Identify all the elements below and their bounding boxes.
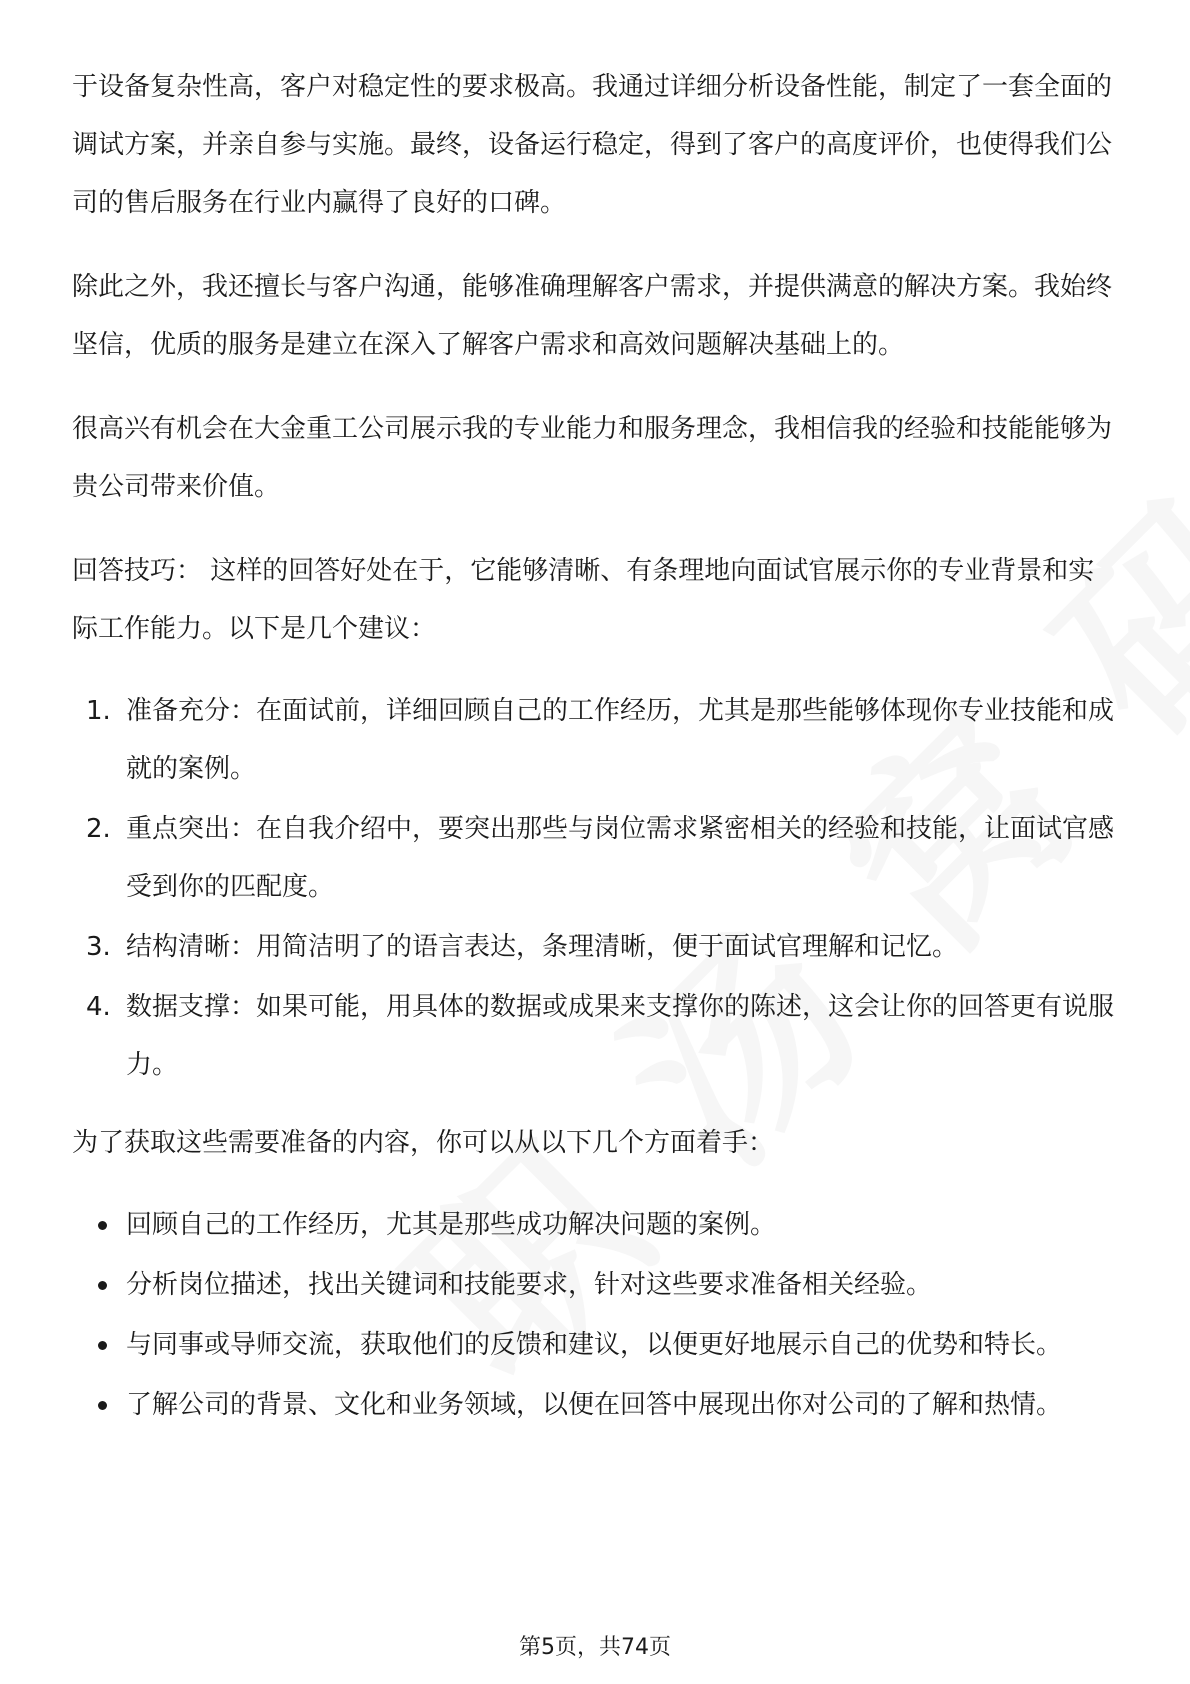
list-number: 1. xyxy=(86,696,111,726)
document-body xyxy=(72,58,1118,1436)
list-item-text: 准备充分：在面试前，详细回顾自己的工作经历，尤其是那些能够体现你专业技能和成就的案例。 xyxy=(126,696,1115,784)
list-item xyxy=(72,1376,1118,1434)
paragraph-closing-statement: 很高兴有机会在大金重工公司展示我的专业能力和服务理念，我相信我的经验和技能能够为贵公司带来价值。 xyxy=(72,414,1113,502)
page-number-footer: 第5页，共74页 xyxy=(519,1635,671,1660)
paragraph-answer-tips-intro: 回答技巧： 这样的回答好处在于，它能够清晰、有条理地向面试官展示你的专业背景和实际工作能力。以下是几个建议： xyxy=(72,556,1095,644)
bullet-dot-icon xyxy=(98,1341,107,1350)
list-item xyxy=(72,800,1118,916)
bullet-list xyxy=(72,1196,1118,1434)
bullet-dot-icon xyxy=(98,1281,107,1290)
list-item-text: 回顾自己的工作经历，尤其是那些成功解决问题的案例。 xyxy=(126,1210,777,1240)
list-item xyxy=(72,1316,1118,1374)
paragraph-customer-communication: 除此之外，我还擅长与客户沟通，能够准确理解客户需求，并提供满意的解决方案。我始终坚信，优质的服务是建立在深入了解客户需求和高效问题解决基础上的。 xyxy=(72,272,1113,360)
bullet-dot-icon xyxy=(98,1401,107,1410)
list-number: 3. xyxy=(86,932,111,962)
list-number: 4. xyxy=(86,992,111,1022)
tips-list xyxy=(72,682,1118,1094)
list-item-text: 重点突出：在自我介绍中，要突出那些与岗位需求紧密相关的经验和技能，让面试官感受到你的匹配度。 xyxy=(126,814,1115,902)
list-item xyxy=(72,1256,1118,1314)
list-number: 2. xyxy=(86,814,111,844)
bullet-dot-icon xyxy=(98,1221,107,1230)
paragraph-preparation-intro: 为了获取这些需要准备的内容，你可以从以下几个方面着手： xyxy=(72,1128,775,1158)
list-item xyxy=(72,1196,1118,1254)
list-item-text: 分析岗位描述，找出关键词和技能要求，针对这些要求准备相关经验。 xyxy=(126,1270,933,1300)
list-item xyxy=(72,918,1118,976)
list-item xyxy=(72,682,1118,798)
list-item-text: 结构清晰：用简洁明了的语言表达，条理清晰，便于面试官理解和记忆。 xyxy=(126,932,959,962)
list-item-text: 了解公司的背景、文化和业务领域，以便在回答中展现出你对公司的了解和热情。 xyxy=(126,1390,1063,1420)
list-item xyxy=(72,978,1118,1094)
paragraph-device-debugging: 于设备复杂性高，客户对稳定性的要求极高。我通过详细分析设备性能，制定了一套全面的调试方案，并亲自参与实施。最终，设备运行稳定，得到了客户的高度评价，也使得我们公司的售后服务在行业内赢得了良好的口碑。 xyxy=(72,72,1113,218)
list-item-text: 数据支撑：如果可能，用具体的数据或成果来支撑你的陈述，这会让你的回答更有说服力。 xyxy=(126,992,1115,1080)
list-item-text: 与同事或导师交流，获取他们的反馈和建议，以便更好地展示自己的优势和特长。 xyxy=(126,1330,1063,1360)
